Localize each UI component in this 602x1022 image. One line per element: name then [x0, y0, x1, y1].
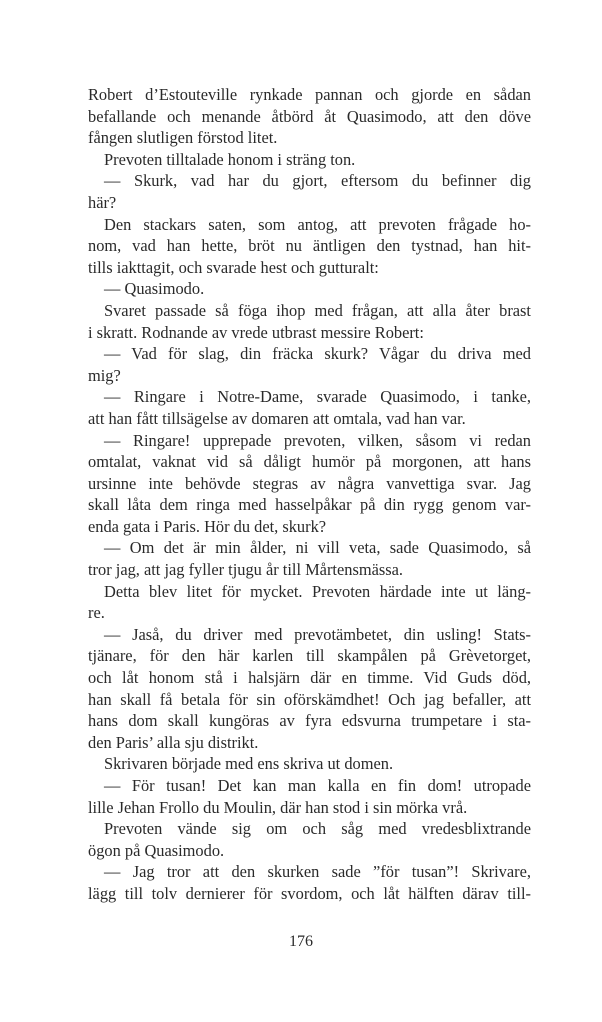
text-line: Prevoten tilltalade honom i sträng ton.: [104, 149, 356, 169]
text-line: nom, vad han hette, bröt nu äntligen den tystnad, han hit-: [88, 236, 531, 256]
text-line: ursinne inte behövde stegras av några vanvettiga svar. Jag: [88, 473, 531, 493]
page-number: 176: [289, 933, 313, 950]
body-text: [88, 84, 531, 905]
text-line: skall låta dem ringa med hasselpåkar på din rygg genom var-: [88, 495, 531, 515]
text-line: omtalat, vaknat vid så dåligt humör på morgonen, att hans: [88, 452, 531, 472]
text-line: Svaret passade så föga ihop med frågan, att alla åter brast: [104, 300, 531, 320]
text-line: Detta blev litet för mycket. Prevoten härdade inte ut läng-: [104, 581, 531, 601]
text-line: Den stackars saten, som antog, att prevoten frågade ho-: [104, 214, 531, 234]
text-line: — Vad för slag, din fräcka skurk? Vågar du driva med: [104, 344, 531, 364]
text-line: — För tusan! Det kan man kalla en fin dom! utropade: [104, 776, 531, 795]
text-line: — Quasimodo.: [104, 279, 205, 299]
text-line: tjänare, för den här karlen till skampålen på Grèvetorget,: [88, 646, 531, 666]
text-line: tror jag, att jag fyller tjugu år till Mårtensmässa.: [88, 560, 403, 580]
text-line: lägg till tolv dernierer för svordom, och låt hälften därav till-: [88, 883, 531, 903]
text-line: ögon på Quasimodo.: [88, 840, 225, 860]
text-line: hans dom skall kungöras av fyra edsvurna trumpetare i sta-: [88, 711, 531, 731]
text-line: Skrivaren började med ens skriva ut domen.: [104, 754, 394, 774]
text-line: den Paris’ alla sju distrikt.: [88, 732, 259, 752]
text-line: Prevoten vände sig om och såg med vredesblixtrande: [104, 819, 531, 839]
text-line: här?: [88, 192, 117, 212]
text-line: och låt honom stå i halsjärn där en timme. Vid Guds död,: [88, 668, 531, 688]
text-line: i skratt. Rodnande av vrede utbrast messire Robert:: [88, 322, 424, 342]
text-line: — Ringare i Notre-Dame, svarade Quasimodo, i tanke,: [104, 387, 531, 407]
text-line: mig?: [88, 365, 121, 385]
text-line: tills iakttagit, och svarade hest och gutturalt:: [88, 257, 379, 277]
text-line: att han fått tillsägelse av domaren att omtala, vad han var.: [88, 408, 466, 428]
text-line: — Om det är min ålder, ni vill veta, sade Quasimodo, så: [104, 538, 531, 558]
text-line: enda gata i Paris. Hör du det, skurk?: [88, 516, 327, 536]
text-line: befallande och menande åtbörd åt Quasimodo, att den döve: [88, 106, 531, 126]
text-line: re.: [88, 603, 105, 623]
text-line: fången slutligen förstod litet.: [88, 128, 278, 148]
text-line: — Skurk, vad har du gjort, eftersom du befinner dig: [104, 171, 531, 191]
text-line: lille Jehan Frollo du Moulin, där han stod i sin mörka vrå.: [88, 797, 468, 817]
text-line: — Jaså, du driver med prevotämbetet, din usling! Stats-: [104, 624, 531, 644]
text-line: Robert d’Estouteville rynkade pannan och gjorde en sådan: [88, 85, 531, 104]
text-line: han skall få betala för sin oförskämdhet! Och jag befaller, att: [88, 689, 531, 709]
text-line: — Jag tror att den skurken sade ”för tusan”! Skrivare,: [104, 862, 531, 882]
text-line: — Ringare! upprepade prevoten, vilken, såsom vi redan: [104, 430, 531, 450]
